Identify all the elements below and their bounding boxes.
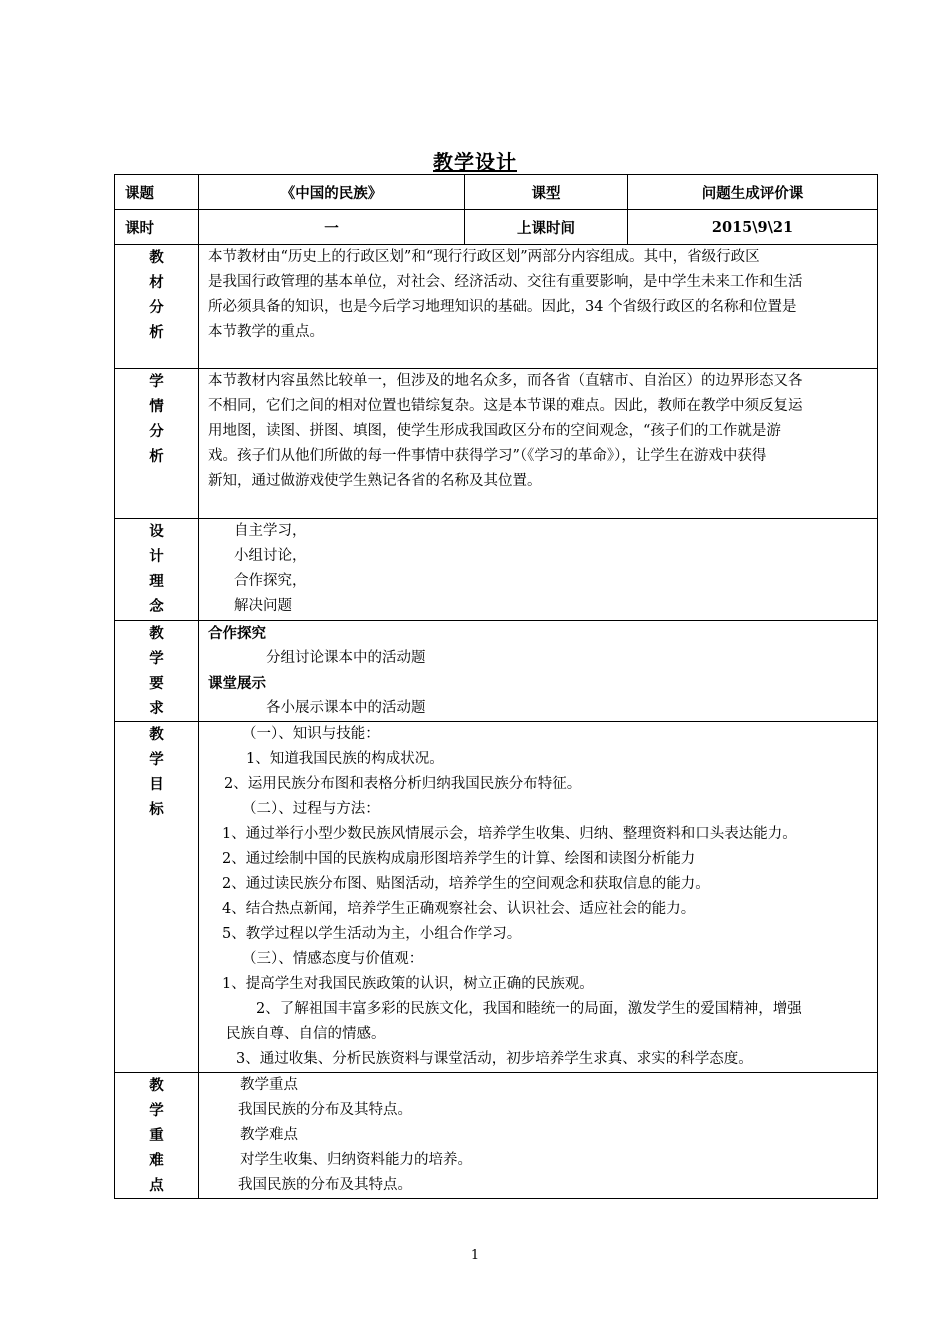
section-content: 合作探究 分组讨论课本中的活动题 课堂展示 各小展示课本中的活动题 <box>199 621 878 722</box>
page-number: 1 <box>470 1248 480 1263</box>
section-content: 教学重点 我国民族的分布及其特点。 教学难点 对学生收集、归纳资料能力的培养。 我国民族的分布及其特点。 <box>199 1073 878 1199</box>
section-content: （一）、知识与技能： 1、知道我国民族的构成状况。 2、运用民族分布图和表格分析归纳我国民族分布特征。 （二）、过程与方法： 1、通过举行小型少数民族风情展示会，培养学生收集、归纳、整理资料和口头表达能力。 2、通过绘制中国的民族构成扇形图培养学生的计算、绘图和读图分析能力 2、通过读民族分布图、贴图活动，培养学生的空间观念和获取信息的能力。 4、结合热点新闻，培养学生正确观察社会、认识社会、适应社会的能力。 5、教学过程以学生活动为主，小组合作学习。 （三）、情感态度与价值观： 1、提高学生对我国民族政策的认识，树立正确的民族观。 2、了解祖国丰富多彩的民族文化，我国和睦统一的局面，激发学生的爱国精神，增强 民族自尊、自信的情感。 3、通过收集、分析民族资料与课堂活动，初步培养学生求真、求实的科学态度。 <box>199 722 878 1073</box>
section-label: 教 学 目 标 <box>115 722 199 1073</box>
value-lesson-type: 问题生成评价课 <box>628 175 878 210</box>
section-label: 教 材 分 析 <box>115 245 199 369</box>
section-content: 本节教材由“历史上的行政区划”和“现行行政区划”两部分内容组成。其中，省级行政区 是我国行政管理的基本单位，对社会、经济活动、交往有重要影响，是中学生未来工作和生活 所必须具备的知识，也是今后学习地理知识的基础。因此，34 个省级行政区的名称和位置是 本节教学的重点。 <box>199 245 878 369</box>
label-period: 课时 <box>115 210 199 245</box>
section-key-difficult-points <box>115 1073 878 1199</box>
label-topic: 课题 <box>115 175 199 210</box>
section-label: 设 计 理 念 <box>115 519 199 621</box>
section-label: 教 学 重 难 点 <box>115 1073 199 1199</box>
section-student-analysis <box>115 369 878 519</box>
lesson-plan-table <box>114 174 878 1199</box>
section-content: 本节教材内容虽然比较单一，但涉及的地名众多，而各省（直辖市、自治区）的边界形态又各 不相同，它们之间的相对位置也错综复杂。这是本节课的难点。因此，教师在教学中须反复运 用地图，读图、拼图、填图，使学生形成我国政区分布的空间观念，“孩子们的工作就是游 戏。孩子们从他们所做的每一件事情中获得学习”（《学习的革命》），让学生在游戏中获得 新知，通过做游戏使学生熟记各省的名称及其位置。 <box>199 369 878 519</box>
header-row-2 <box>115 210 878 245</box>
value-topic: 《中国的民族》 <box>199 175 465 210</box>
header-row-1 <box>115 175 878 210</box>
section-design-concept <box>115 519 878 621</box>
section-label: 教 学 要 求 <box>115 621 199 722</box>
value-class-time: 2015\9\21 <box>628 210 878 245</box>
value-period: 一 <box>199 210 465 245</box>
section-content: 自主学习， 小组讨论， 合作探究， 解决问题 <box>199 519 878 621</box>
section-teaching-requirements <box>115 621 878 722</box>
section-label: 学 情 分 析 <box>115 369 199 519</box>
section-textbook-analysis <box>115 245 878 369</box>
label-class-time: 上课时间 <box>465 210 628 245</box>
document-title: 教学设计 <box>433 150 517 174</box>
label-lesson-type: 课型 <box>465 175 628 210</box>
section-teaching-objectives <box>115 722 878 1073</box>
